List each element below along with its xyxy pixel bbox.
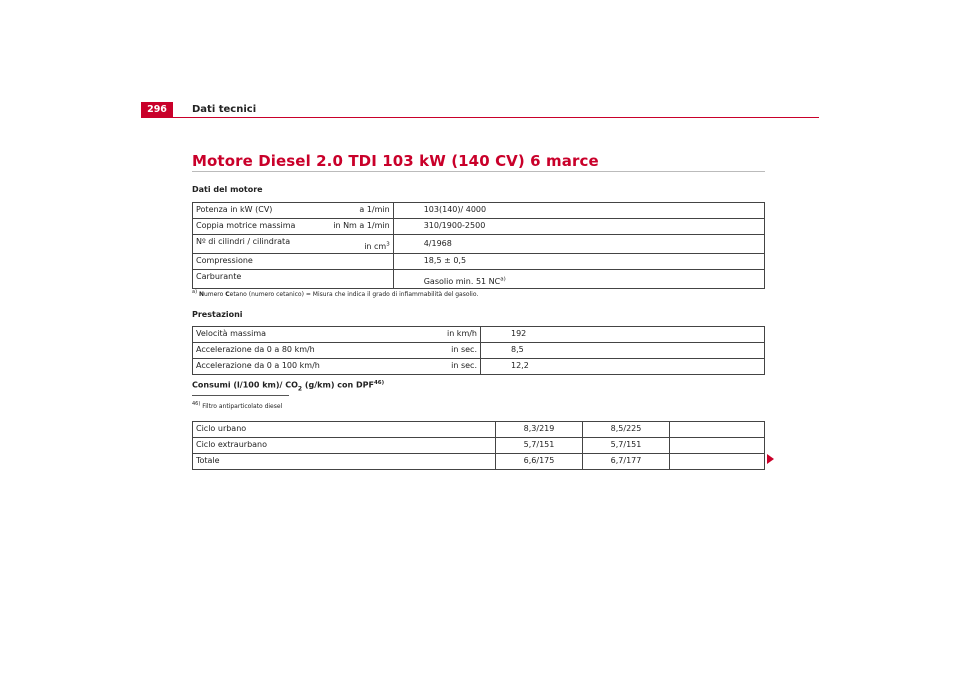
- row-label: Ciclo urbano: [193, 422, 496, 438]
- consumption-table: [192, 421, 765, 470]
- row-unit: in Nm a 1/min: [333, 221, 390, 230]
- row-value: [670, 422, 765, 438]
- table-row: [193, 219, 765, 235]
- row-value: 5,7/151: [583, 438, 670, 454]
- row-unit: in $cm^3$: [364, 241, 390, 251]
- consumption-heading: Consumi (l/100 km)/ $CO_2$ (g/km) con DPF$^{46)}$: [192, 380, 385, 393]
- engine-footnote: $^{a)}$ Numero Cetano (numero cetanico) = Misura che indica il grado di infiammabilità del gasolio.: [192, 289, 479, 298]
- table-row: [193, 327, 765, 343]
- table-row: [193, 422, 765, 438]
- section-label: Dati tecnici: [192, 104, 257, 115]
- row-value: 310/1900-2500: [393, 219, 764, 235]
- engine-heading: Dati del motore: [192, 185, 263, 194]
- row-value: 6,6/175: [496, 454, 583, 470]
- row-label: Totale: [193, 454, 496, 470]
- row-unit: in sec.: [451, 345, 477, 354]
- row-label: Accelerazione da 0 a 80 km/h: [196, 345, 315, 354]
- table-row: [193, 359, 765, 375]
- page-number: 296: [141, 102, 173, 118]
- row-value: 8,5: [481, 343, 765, 359]
- consumption-footnote: $^{46)}$ Filtro antiparticolato diesel: [192, 401, 283, 410]
- table-row: [193, 270, 765, 289]
- row-label: Ciclo extraurbano: [193, 438, 496, 454]
- row-label: Velocità massima: [196, 329, 267, 338]
- row-value: 8,3/219: [496, 422, 583, 438]
- row-value: 103(140)/ 4000: [393, 203, 764, 219]
- page-title: Motore Diesel 2.0 TDI 103 kW (140 CV) 6 marce: [192, 152, 599, 170]
- table-row: [193, 438, 765, 454]
- footnote-rule: [192, 395, 289, 396]
- arrow-right-icon[interactable]: [767, 454, 774, 464]
- row-value: 192: [481, 327, 765, 343]
- row-value: 5,7/151: [496, 438, 583, 454]
- row-label: Coppia motrice massima: [196, 221, 296, 230]
- performance-heading: Prestazioni: [192, 310, 243, 319]
- table-row: [193, 254, 765, 270]
- row-unit: in sec.: [451, 361, 477, 370]
- row-value: Gasolio min. 51 NC$^{a)}$: [393, 270, 764, 289]
- row-label: Accelerazione da 0 a 100 km/h: [196, 361, 320, 370]
- row-value: 12,2: [481, 359, 765, 375]
- row-unit: in km/h: [446, 329, 477, 338]
- row-label: Carburante: [196, 272, 242, 281]
- table-row: [193, 235, 765, 254]
- row-label: Nº di cilindri / cilindrata: [196, 237, 291, 246]
- row-value: 18,5 ± 0,5: [393, 254, 764, 270]
- row-value: 8,5/225: [583, 422, 670, 438]
- header-rule: [141, 117, 819, 118]
- table-row: [193, 203, 765, 219]
- row-label: Compressione: [196, 256, 253, 265]
- row-value: 4/1968: [393, 235, 764, 254]
- row-label: Potenza in kW (CV): [196, 205, 273, 214]
- table-row: [193, 343, 765, 359]
- row-value: [670, 438, 765, 454]
- row-value: 6,7/177: [583, 454, 670, 470]
- row-unit: a 1/min: [359, 205, 390, 214]
- performance-table: [192, 326, 765, 375]
- table-row: [193, 454, 765, 470]
- engine-table: [192, 202, 765, 289]
- title-rule: [192, 171, 765, 172]
- row-value: [670, 454, 765, 470]
